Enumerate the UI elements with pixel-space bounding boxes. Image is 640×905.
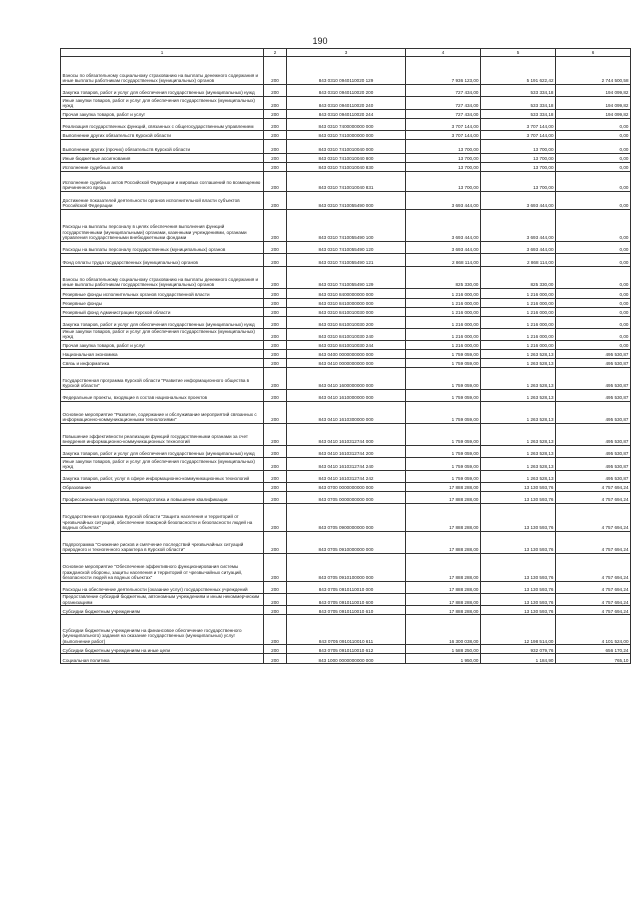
admin-code: 200	[264, 503, 287, 531]
remaining-amount: 495 530,87	[556, 458, 631, 471]
budget-code: 843 0705 0000000000 000	[287, 491, 406, 503]
remaining-amount: 0,00	[556, 253, 631, 266]
table-row	[61, 390, 631, 402]
table-row	[61, 266, 631, 288]
admin-code: 200	[264, 162, 287, 171]
remaining-amount: 0,00	[556, 328, 631, 341]
executed-amount: 13 130 593,76	[481, 531, 556, 553]
budget-code: 843 1000 0000000000 000	[287, 654, 406, 664]
row-name: Расходы на обеспечение деятельности (оказание услуг) государственных учреждений	[61, 581, 264, 593]
budget-code: 843 0705 0910110010 611	[287, 615, 406, 645]
budget-code: 843 0705 0910000000 000	[287, 531, 406, 553]
row-name: Фонд оплаты труда государственных (муниципальных) органов	[61, 253, 264, 266]
table-row	[61, 139, 631, 153]
budget-code: 843 0310 7410055490 121	[287, 253, 406, 266]
row-name: Предоставление субсидий бюджетным, автономным учреждениям и иным некоммерческим организациям	[61, 593, 264, 606]
admin-code: 200	[264, 57, 287, 85]
executed-amount: 13 130 593,76	[481, 491, 556, 503]
budget-code: 843 0400 0000000000 000	[287, 350, 406, 359]
planned-amount: 3 693 444,00	[406, 209, 481, 241]
admin-code: 200	[264, 581, 287, 593]
table-row	[61, 288, 631, 298]
budget-code: 843 0410 1610000000 000	[287, 390, 406, 402]
table-row	[61, 503, 631, 531]
table-row	[61, 531, 631, 553]
admin-code: 200	[264, 615, 287, 645]
planned-amount: 17 888 288,00	[406, 606, 481, 615]
executed-amount: 1 263 528,13	[481, 470, 556, 482]
admin-code: 200	[264, 316, 287, 328]
planned-amount: 13 700,00	[406, 153, 481, 162]
remaining-amount: 495 530,87	[556, 470, 631, 482]
executed-amount: 5 191 622,42	[481, 57, 556, 85]
table-row	[61, 368, 631, 390]
planned-amount: 1 216 000,00	[406, 341, 481, 350]
page-number: 190	[312, 36, 328, 46]
row-name: Закупка товаров, работ, услуг в сфере информационно-коммуникационных технологий	[61, 470, 264, 482]
budget-code: 843 0310 7410055490 000	[287, 191, 406, 209]
admin-code: 200	[264, 341, 287, 350]
row-name: Иные закупки товаров, работ и услуг для обеспечения государственных (муниципальных) нужд	[61, 458, 264, 471]
row-name: Повышение эффективности реализации функций государственными органами за счет внедрения информационно-коммуникационных технологий	[61, 424, 264, 446]
budget-code: 843 0705 0910110010 600	[287, 593, 406, 606]
remaining-amount: 2 744 500,58	[556, 57, 631, 85]
planned-amount: 3 693 444,00	[406, 241, 481, 253]
budget-code: 843 0705 0900000000 000	[287, 503, 406, 531]
budget-code: 843 0410 1600000000 000	[287, 368, 406, 390]
remaining-amount: 0,00	[556, 171, 631, 191]
budget-code: 843 0705 0910110010 612	[287, 645, 406, 654]
admin-code: 200	[264, 531, 287, 553]
planned-amount: 1 759 059,00	[406, 470, 481, 482]
admin-code: 200	[264, 424, 287, 446]
planned-amount: 825 330,00	[406, 266, 481, 288]
admin-code: 200	[264, 645, 287, 654]
row-name: Прочая закупка товаров, работ и услуг	[61, 341, 264, 350]
row-name: Исполнение судебных актов	[61, 162, 264, 171]
executed-amount: 13 700,00	[481, 139, 556, 153]
planned-amount: 13 700,00	[406, 171, 481, 191]
budget-code: 843 0310 7410010040 831	[287, 171, 406, 191]
planned-amount: 1 759 059,00	[406, 446, 481, 458]
admin-code: 200	[264, 288, 287, 298]
column-header: 5	[481, 49, 556, 57]
remaining-amount: 495 530,87	[556, 350, 631, 359]
remaining-amount: 4 757 694,24	[556, 606, 631, 615]
planned-amount: 1 216 000,00	[406, 328, 481, 341]
remaining-amount: 0,00	[556, 130, 631, 139]
admin-code: 200	[264, 491, 287, 503]
table-row	[61, 191, 631, 209]
table-row	[61, 307, 631, 316]
executed-amount: 1 263 528,13	[481, 368, 556, 390]
planned-amount: 17 888 288,00	[406, 581, 481, 593]
budget-code: 843 0410 1610312744 242	[287, 470, 406, 482]
remaining-amount: 0,00	[556, 241, 631, 253]
executed-amount: 1 216 000,00	[481, 288, 556, 298]
admin-code: 200	[264, 368, 287, 390]
table-row	[61, 241, 631, 253]
table-row	[61, 298, 631, 307]
table-row	[61, 153, 631, 162]
budget-code: 843 0410 1610312744 240	[287, 458, 406, 471]
admin-code: 200	[264, 139, 287, 153]
admin-code: 200	[264, 350, 287, 359]
remaining-amount: 4 757 694,24	[556, 482, 631, 491]
row-name: Основное мероприятие "Развитие, содержание и обслуживание мероприятий связанных с информационно-коммуникационными технологиями"	[61, 402, 264, 424]
table-row	[61, 458, 631, 471]
table-header-row	[61, 49, 631, 57]
column-header: 4	[406, 49, 481, 57]
row-name: Иные закупки товаров, работ и услуг для обеспечения государственных (муниципальных) нужд	[61, 97, 264, 110]
executed-amount: 1 263 528,13	[481, 458, 556, 471]
planned-amount: 1 759 059,00	[406, 390, 481, 402]
table-row	[61, 85, 631, 97]
admin-code: 200	[264, 153, 287, 162]
admin-code: 200	[264, 191, 287, 209]
remaining-amount: 0,00	[556, 153, 631, 162]
remaining-amount: 495 530,87	[556, 424, 631, 446]
executed-amount: 13 700,00	[481, 171, 556, 191]
admin-code: 200	[264, 209, 287, 241]
admin-code: 200	[264, 654, 287, 664]
table-row	[61, 97, 631, 110]
executed-amount: 13 130 593,76	[481, 553, 556, 581]
executed-amount: 3 693 444,00	[481, 209, 556, 241]
admin-code: 200	[264, 253, 287, 266]
planned-amount: 3 693 444,00	[406, 191, 481, 209]
budget-code: 843 0310 7410055490 100	[287, 209, 406, 241]
table-row	[61, 482, 631, 491]
remaining-amount: 0,00	[556, 118, 631, 130]
remaining-amount: 0,00	[556, 139, 631, 153]
row-name: Связь и информатика	[61, 359, 264, 368]
admin-code: 200	[264, 307, 287, 316]
row-name: Выполнение других обязательств Курской области	[61, 130, 264, 139]
executed-amount: 13 130 593,76	[481, 606, 556, 615]
planned-amount: 13 700,00	[406, 162, 481, 171]
planned-amount: 1 759 059,00	[406, 402, 481, 424]
planned-amount: 17 888 288,00	[406, 553, 481, 581]
row-name: Социальная политика	[61, 654, 264, 664]
remaining-amount: 0,00	[556, 209, 631, 241]
table-row	[61, 470, 631, 482]
row-name: Прочая закупка товаров, работ и услуг	[61, 109, 264, 118]
executed-amount: 13 700,00	[481, 162, 556, 171]
table-row	[61, 446, 631, 458]
budget-code: 843 0310 0940110020 129	[287, 57, 406, 85]
planned-amount: 17 888 288,00	[406, 531, 481, 553]
executed-amount: 1 263 528,13	[481, 402, 556, 424]
remaining-amount: 495 530,87	[556, 390, 631, 402]
budget-code: 843 0410 0000000000 000	[287, 359, 406, 368]
admin-code: 200	[264, 241, 287, 253]
planned-amount: 17 888 288,00	[406, 593, 481, 606]
table-row	[61, 209, 631, 241]
admin-code: 200	[264, 390, 287, 402]
planned-amount: 7 936 123,00	[406, 57, 481, 85]
budget-code: 843 0310 7410010040 830	[287, 162, 406, 171]
row-name: Субсидии бюджетным учреждениям	[61, 606, 264, 615]
row-name: Национальная экономика	[61, 350, 264, 359]
admin-code: 200	[264, 109, 287, 118]
planned-amount: 1 588 250,00	[406, 645, 481, 654]
budget-code: 843 0310 7410055490 120	[287, 241, 406, 253]
planned-amount: 1 759 059,00	[406, 359, 481, 368]
budget-code: 843 0705 0910110010 000	[287, 581, 406, 593]
row-name: Субсидии бюджетным учреждениям на иные цели	[61, 645, 264, 654]
executed-amount: 2 868 114,00	[481, 253, 556, 266]
remaining-amount: 495 530,87	[556, 359, 631, 368]
remaining-amount: 194 099,82	[556, 109, 631, 118]
planned-amount: 1 216 000,00	[406, 316, 481, 328]
row-name: Закупка товаров, работ и услуг для обеспечения государственных (муниципальных) нужд	[61, 85, 264, 97]
executed-amount: 1 263 528,13	[481, 350, 556, 359]
executed-amount: 1 263 528,13	[481, 390, 556, 402]
budget-code: 843 0310 7410055490 129	[287, 266, 406, 288]
row-name: Расходы на выплаты персоналу государственных (муниципальных) органов	[61, 241, 264, 253]
remaining-amount: 0,00	[556, 162, 631, 171]
table-row	[61, 328, 631, 341]
row-name: Резервные фонды исполнительных органов государственной власти	[61, 288, 264, 298]
row-name: Образование	[61, 482, 264, 491]
planned-amount: 1 759 059,00	[406, 350, 481, 359]
admin-code: 200	[264, 593, 287, 606]
budget-code: 843 0310 7400000000 000	[287, 118, 406, 130]
table-row	[61, 118, 631, 130]
budget-code: 843 0310 8410010030 244	[287, 341, 406, 350]
admin-code: 200	[264, 482, 287, 491]
admin-code: 200	[264, 97, 287, 110]
budget-code: 843 0310 0940110020 244	[287, 109, 406, 118]
remaining-amount: 0,00	[556, 288, 631, 298]
planned-amount: 13 700,00	[406, 139, 481, 153]
row-name: Реализация государственных функций, связанных с общегосударственным управлением	[61, 118, 264, 130]
executed-amount: 13 130 593,76	[481, 482, 556, 491]
budget-execution-table	[60, 48, 631, 664]
planned-amount: 17 888 288,00	[406, 482, 481, 491]
budget-code: 843 0310 7410010040 800	[287, 153, 406, 162]
remaining-amount: 495 530,87	[556, 402, 631, 424]
remaining-amount: 194 099,82	[556, 85, 631, 97]
remaining-amount: 656 170,24	[556, 645, 631, 654]
admin-code: 200	[264, 606, 287, 615]
budget-code: 843 0310 0940110020 240	[287, 97, 406, 110]
table-row	[61, 162, 631, 171]
budget-code: 843 0705 0910100000 000	[287, 553, 406, 581]
budget-code: 843 0310 8410010030 240	[287, 328, 406, 341]
row-name: Федеральные проекты, входящие в состав национальных проектов	[61, 390, 264, 402]
admin-code: 200	[264, 130, 287, 139]
executed-amount: 1 216 000,00	[481, 307, 556, 316]
planned-amount: 17 888 288,00	[406, 491, 481, 503]
row-name: Достижение показателей деятельности органов исполнительной власти субъектов Российской Федерации	[61, 191, 264, 209]
admin-code: 200	[264, 298, 287, 307]
remaining-amount: 4 757 694,24	[556, 553, 631, 581]
admin-code: 200	[264, 458, 287, 471]
budget-code: 843 0700 0000000000 000	[287, 482, 406, 491]
admin-code: 200	[264, 402, 287, 424]
planned-amount: 17 888 288,00	[406, 503, 481, 531]
row-name: Резервный фонд Администрации Курской области	[61, 307, 264, 316]
budget-code: 843 0410 1610312744 200	[287, 446, 406, 458]
admin-code: 200	[264, 359, 287, 368]
planned-amount: 1 759 059,00	[406, 368, 481, 390]
executed-amount: 13 130 593,76	[481, 503, 556, 531]
executed-amount: 12 198 514,00	[481, 615, 556, 645]
row-name: Закупка товаров, работ и услуг для обеспечения государственных (муниципальных) нужд	[61, 446, 264, 458]
executed-amount: 1 216 000,00	[481, 341, 556, 350]
budget-code: 843 0705 0910110010 610	[287, 606, 406, 615]
planned-amount: 3 707 144,00	[406, 130, 481, 139]
budget-code: 843 0310 7410000000 000	[287, 130, 406, 139]
remaining-amount: 4 757 694,24	[556, 593, 631, 606]
executed-amount: 932 079,76	[481, 645, 556, 654]
executed-amount: 3 707 144,00	[481, 118, 556, 130]
table-row	[61, 654, 631, 664]
remaining-amount: 0,00	[556, 298, 631, 307]
table-row	[61, 109, 631, 118]
planned-amount: 1 216 000,00	[406, 298, 481, 307]
executed-amount: 533 334,18	[481, 85, 556, 97]
budget-code: 843 0310 8410010030 200	[287, 316, 406, 328]
planned-amount: 727 434,00	[406, 85, 481, 97]
table-row	[61, 581, 631, 593]
admin-code: 200	[264, 328, 287, 341]
table-row	[61, 316, 631, 328]
budget-code: 843 0310 8410010030 000	[287, 307, 406, 316]
remaining-amount: 4 757 694,24	[556, 491, 631, 503]
executed-amount: 1 216 000,00	[481, 298, 556, 307]
admin-code: 200	[264, 85, 287, 97]
table-row	[61, 615, 631, 645]
executed-amount: 13 130 593,76	[481, 593, 556, 606]
table-row	[61, 359, 631, 368]
budget-code: 843 0310 8400000000 000	[287, 288, 406, 298]
executed-amount: 1 216 000,00	[481, 316, 556, 328]
budget-code: 843 0310 8410000000 000	[287, 298, 406, 307]
executed-amount: 533 334,18	[481, 97, 556, 110]
table-row	[61, 130, 631, 139]
executed-amount: 1 216 000,00	[481, 328, 556, 341]
column-header: 6	[556, 49, 631, 57]
budget-code: 843 0410 1610300000 000	[287, 402, 406, 424]
admin-code: 200	[264, 118, 287, 130]
planned-amount: 1 216 000,00	[406, 307, 481, 316]
row-name: Иные закупки товаров, работ и услуг для обеспечения государственных (муниципальных) нужд	[61, 328, 264, 341]
executed-amount: 3 693 444,00	[481, 191, 556, 209]
remaining-amount: 0,00	[556, 266, 631, 288]
table-row	[61, 402, 631, 424]
row-name: Взносы по обязательному социальному страхованию на выплаты денежного содержания и иные выплаты работникам государственных (муниципальных) органов	[61, 57, 264, 85]
remaining-amount: 4 757 694,24	[556, 531, 631, 553]
planned-amount: 727 434,00	[406, 97, 481, 110]
remaining-amount: 0,00	[556, 191, 631, 209]
executed-amount: 3 693 444,00	[481, 241, 556, 253]
budget-code: 843 0310 7410010040 000	[287, 139, 406, 153]
remaining-amount: 765,10	[556, 654, 631, 664]
row-name: Иные бюджетные ассигнования	[61, 153, 264, 162]
budget-code: 843 0410 1610312744 000	[287, 424, 406, 446]
remaining-amount: 4 757 694,24	[556, 503, 631, 531]
planned-amount: 3 707 144,00	[406, 118, 481, 130]
planned-amount: 1 950,00	[406, 654, 481, 664]
planned-amount: 1 216 000,00	[406, 288, 481, 298]
executed-amount: 825 330,00	[481, 266, 556, 288]
admin-code: 200	[264, 553, 287, 581]
row-name: Резервные фонды	[61, 298, 264, 307]
executed-amount: 1 263 528,13	[481, 446, 556, 458]
admin-code: 200	[264, 470, 287, 482]
executed-amount: 1 263 528,13	[481, 424, 556, 446]
row-name: Взносы по обязательному социальному страхованию на выплаты денежного содержания и иные выплаты работникам государственных (муниципальных) органов	[61, 266, 264, 288]
row-name: Субсидии бюджетным учреждениям на финансовое обеспечение государственного (муниципального) задания на оказание государственных (муниципальных) услуг (выполнение работ)	[61, 615, 264, 645]
remaining-amount: 194 099,82	[556, 97, 631, 110]
remaining-amount: 0,00	[556, 341, 631, 350]
remaining-amount: 4 101 524,00	[556, 615, 631, 645]
remaining-amount: 495 530,87	[556, 368, 631, 390]
table-row	[61, 645, 631, 654]
column-header: 1	[61, 49, 264, 57]
executed-amount: 13 700,00	[481, 153, 556, 162]
remaining-amount: 0,00	[556, 316, 631, 328]
executed-amount: 13 130 593,76	[481, 581, 556, 593]
table-row	[61, 553, 631, 581]
table-row	[61, 424, 631, 446]
column-header: 3	[287, 49, 406, 57]
table-row	[61, 491, 631, 503]
table-row	[61, 350, 631, 359]
executed-amount: 1 263 528,13	[481, 359, 556, 368]
remaining-amount: 495 530,87	[556, 446, 631, 458]
table-row	[61, 171, 631, 191]
column-header: 2	[264, 49, 287, 57]
row-name: Государственная программа Курской области "Защита населения и территорий от чрезвычайных ситуаций, обеспечение пожарной безопасности и безопасности людей на водных объектах"	[61, 503, 264, 531]
row-name: Расходы на выплаты персоналу в целях обеспечения выполнения функций государственными (муниципальными) органами, казенными учреждениями, органами управления государственными внебюджетными фондами	[61, 209, 264, 241]
row-name: Исполнение судебных актов Российской Федерации и мировых соглашений по возмещению причиненного вреда	[61, 171, 264, 191]
table-row	[61, 606, 631, 615]
planned-amount: 727 434,00	[406, 109, 481, 118]
table-row	[61, 57, 631, 85]
table-row	[61, 253, 631, 266]
admin-code: 200	[264, 446, 287, 458]
remaining-amount: 0,00	[556, 307, 631, 316]
table-row	[61, 341, 631, 350]
admin-code: 200	[264, 266, 287, 288]
planned-amount: 1 759 059,00	[406, 458, 481, 471]
budget-code: 843 0310 0940110020 200	[287, 85, 406, 97]
planned-amount: 2 868 114,00	[406, 253, 481, 266]
row-name: Государственная программа Курской области "Развитие информационного общества в Курской области"	[61, 368, 264, 390]
row-name: Подпрограмма "Снижение рисков и смягчение последствий чрезвычайных ситуаций природного и техногенного характера в Курской области"	[61, 531, 264, 553]
row-name: Закупка товаров, работ и услуг для обеспечения государственных (муниципальных) нужд	[61, 316, 264, 328]
executed-amount: 3 707 144,00	[481, 130, 556, 139]
table-row	[61, 593, 631, 606]
admin-code: 200	[264, 171, 287, 191]
row-name: Профессиональная подготовка, переподготовка и повышение квалификации	[61, 491, 264, 503]
planned-amount: 16 300 038,00	[406, 615, 481, 645]
row-name: Основное мероприятие "Обеспечение эффективного функционирования системы гражданской обороны, защиты населения и территорий от чрезвычайных ситуаций, безопасности людей на водных объектах"	[61, 553, 264, 581]
planned-amount: 1 759 059,00	[406, 424, 481, 446]
row-name: Выполнение других (прочих) обязательств Курской области	[61, 139, 264, 153]
executed-amount: 1 184,90	[481, 654, 556, 664]
remaining-amount: 4 757 694,24	[556, 581, 631, 593]
executed-amount: 533 334,18	[481, 109, 556, 118]
